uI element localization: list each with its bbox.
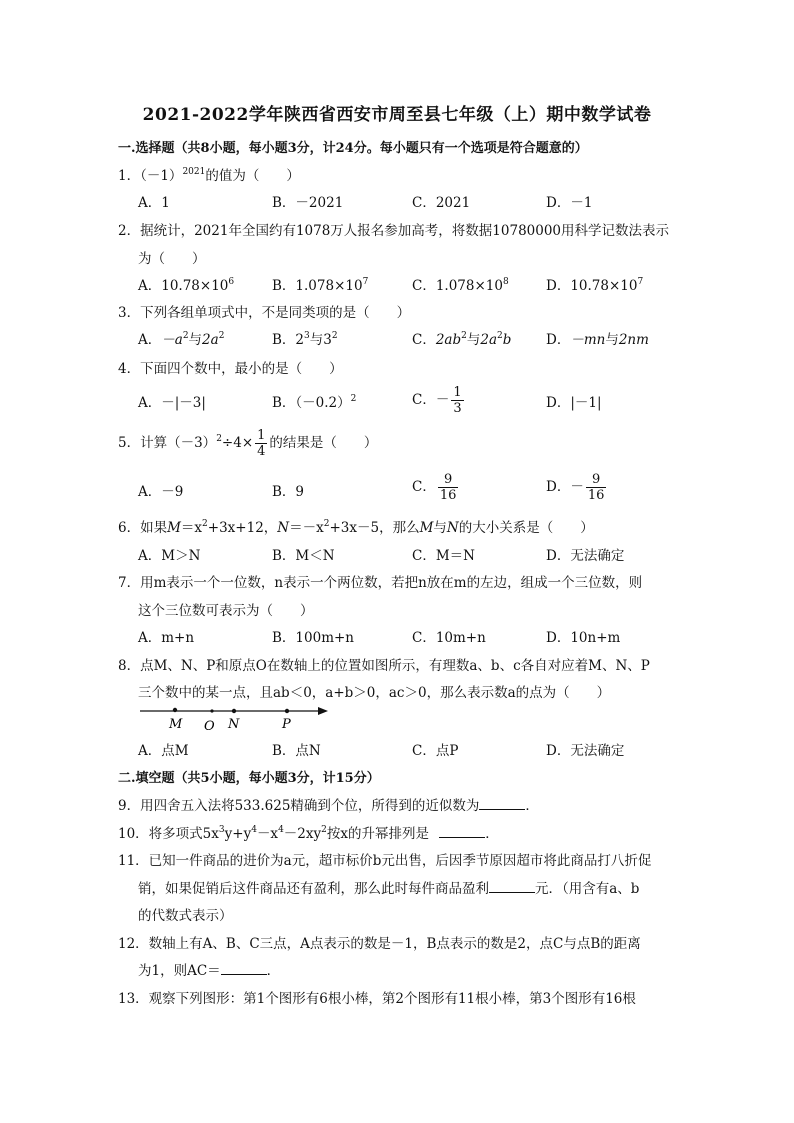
option-a: A．M＞N <box>138 548 201 564</box>
question-4-options <box>138 385 678 415</box>
fraction: $\frac{1}{4}$ <box>257 428 266 459</box>
option-a: A．$10.78\times 10^6$ <box>138 277 235 294</box>
option-d: D．10n+m <box>546 630 621 646</box>
option-c: C．－ $\frac{1}{3}$ <box>412 385 462 416</box>
option-d: D．－1 <box>546 195 593 211</box>
option-c: C．M＝N <box>412 548 475 564</box>
answer-blank[interactable] <box>479 797 525 810</box>
question-9: 9．用四舍五入法将533.625精确到个位，所得到的近似数为 ． <box>118 798 539 814</box>
point-o <box>210 709 213 712</box>
fraction: $\frac{9}{16}$ <box>439 472 457 503</box>
option-c: C．$1.078\times 10^8$ <box>412 277 509 294</box>
question-11-line1: 11．已知一件商品的进价为a元，超市标价b元出售，后因季节原因超市将此商品打八折促 <box>118 853 652 869</box>
question-2-line2: 为（ ） <box>138 251 206 267</box>
option-a: A．－9 <box>138 484 184 500</box>
question-6: 6．如果$M=x^2+3x+12$，$N=-x^2+3x-5$，那么M与N的大小关系是（ ） <box>118 519 594 536</box>
number-line-figure <box>138 700 338 734</box>
option-b: B．$2^3$与$3^2$ <box>272 331 338 348</box>
question-3-options <box>138 328 678 358</box>
option-c: C．$2ab^2$与$2a^2b$ <box>412 331 512 348</box>
label-m: M <box>169 717 183 732</box>
label-o: O <box>204 719 215 734</box>
question-10: 10．将多项式$5x^3y+y^4-x^4-2xy^2$按x的升幂排列是 ． <box>118 825 499 842</box>
option-d: D．－ $\frac{9}{16}$ <box>546 472 605 503</box>
question-12-line2: 为1，则AC＝ ． <box>138 963 281 979</box>
option-d: D．－mn与2nm <box>546 332 649 348</box>
option-c: C．点P <box>412 743 459 759</box>
fraction: $\frac{9}{16}$ <box>587 472 605 503</box>
question-7-options <box>138 626 678 656</box>
question-11-line3: 的代数式表示） <box>138 908 233 924</box>
question-2-line1: 2．据统计，2021年全国约有1078万人报名参加高考，将数据10780000用科学记数法表示 <box>118 223 670 239</box>
question-7-line1: 7．用m表示一个一位数，n表示一个两位数，若把n放在m的左边，组成一个三位数，则 <box>118 575 643 591</box>
option-b: B．9 <box>272 484 305 500</box>
arrow-right-icon <box>318 707 328 715</box>
point-p <box>285 709 289 713</box>
question-12-line1: 12．数轴上有A、B、C三点，A点表示的数是－1，B点表示的数是2，点C与点B的距离 <box>118 936 641 952</box>
label-p: P <box>282 717 291 732</box>
option-a: A．－|－3| <box>138 395 206 411</box>
question-8-line1: 8．点M、N、P和原点O在数轴上的位置如图所示，有理数a、b、c各自对应着M、N、P <box>118 658 650 674</box>
point-n <box>232 709 236 713</box>
question-8-options <box>138 739 678 769</box>
question-13-line1: 13．观察下列图形：第1个图形有6根小棒，第2个图形有11根小棒，第3个图形有16根 <box>118 991 636 1007</box>
question-4: 4．下面四个数中，最小的是（ ） <box>118 361 343 377</box>
fraction: $\frac{1}{3}$ <box>453 385 462 416</box>
option-d: D．无法确定 <box>546 548 625 564</box>
section-fill-header: 二.填空题（共5小题，每小题3分，计15分） <box>118 771 380 786</box>
option-a: A．点M <box>138 743 189 759</box>
question-7-line2: 这个三位数可表示为（ ） <box>138 603 314 619</box>
answer-blank[interactable] <box>221 962 267 975</box>
question-1-options <box>138 191 678 221</box>
answer-blank[interactable] <box>439 825 485 838</box>
option-a: A．m+n <box>138 630 195 646</box>
question-5-options <box>138 472 678 502</box>
option-b: B．点N <box>272 743 321 759</box>
section-choice-header: 一.选择题（共8小题，每小题3分，计24分。每小题只有一个选项是符合题意的） <box>118 141 588 156</box>
option-d: D．$10.78\times 10^7$ <box>546 277 644 294</box>
question-2-options <box>138 274 678 304</box>
question-5: 5．计算$(-3)^2\div 4\times$ $\frac{1}{4}$ 的结果是（ ） <box>118 428 378 459</box>
option-a: A．1 <box>138 195 170 211</box>
option-b: B．$(-0.2)^2$ <box>272 394 357 411</box>
label-n: N <box>228 717 240 732</box>
question-8-line2: 三个数中的某一点，且ab＜0，a+b＞0，ac＞0，那么表示数a的点为（ ） <box>138 685 611 701</box>
question-11-line2: 销，如果促销后这件商品还有盈利，那么此时每件商品盈利 元．（用含有a、b <box>138 881 640 897</box>
option-b: B．－2021 <box>272 195 344 211</box>
question-6-options <box>138 544 678 574</box>
option-b: B．$1.078\times 10^7$ <box>272 277 369 294</box>
option-d: D．|－1| <box>546 395 602 411</box>
option-b: B．M＜N <box>272 548 335 564</box>
option-a: A．$-a^2$与$2a^2$ <box>138 331 225 348</box>
question-1: 1．$(-1)^{2021}$的值为（ ） <box>118 167 300 184</box>
option-d: D．无法确定 <box>546 743 625 759</box>
question-3: 3．下列各组单项式中，不是同类项的是（ ） <box>118 305 411 321</box>
point-m <box>173 708 177 712</box>
option-b: B．100m+n <box>272 630 354 646</box>
exam-title: 2021-2022学年陕西省西安市周至县七年级（上）期中数学试卷 <box>142 105 652 125</box>
answer-blank[interactable] <box>489 880 535 893</box>
option-c: C．10m+n <box>412 630 486 646</box>
option-c: C． $\frac{9}{16}$ <box>412 472 457 503</box>
option-c: C．2021 <box>412 195 471 211</box>
